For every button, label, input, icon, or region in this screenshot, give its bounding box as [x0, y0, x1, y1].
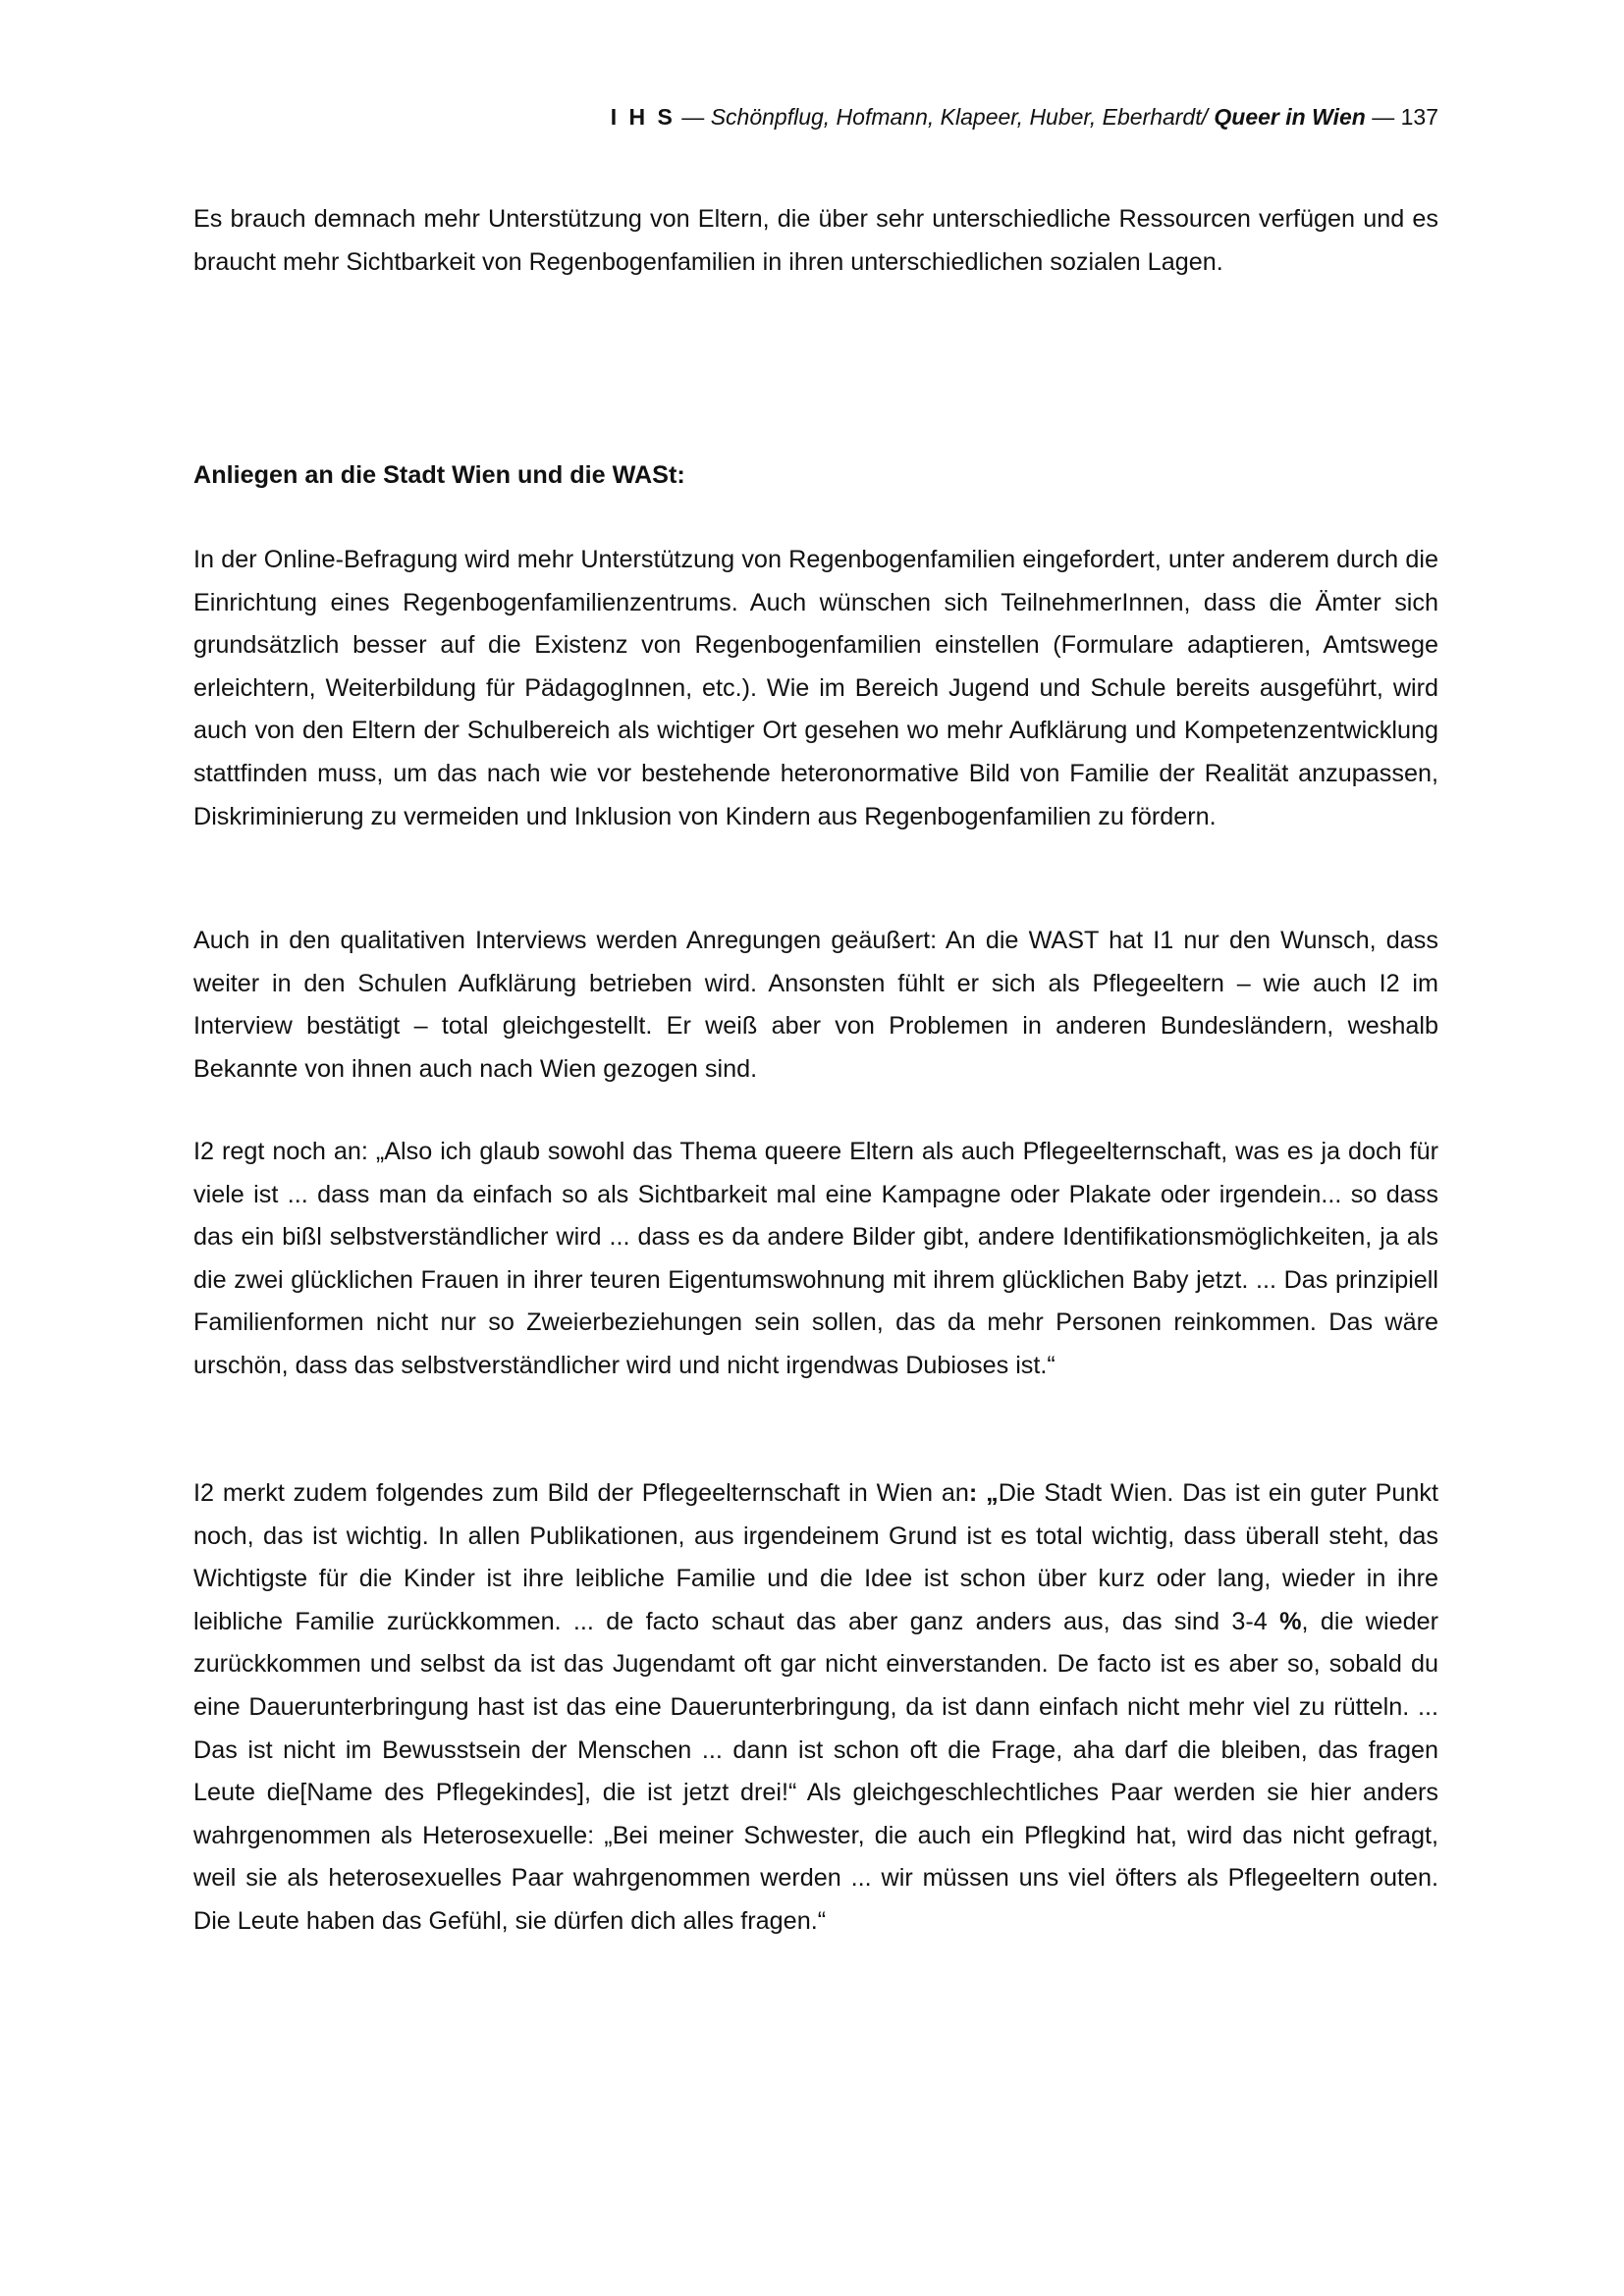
paragraph-intro [193, 198, 1438, 284]
header-authors: Schönpflug, Hofmann, Klapeer, Huber, Eberhardt/ [710, 104, 1215, 130]
paragraph-text: I2 regt noch an: „Also ich glaub sowohl das Thema queere Eltern als auch Pflegeelternschaft, was es ja doch für viele ist ... dass man da einfach so als Sichtbarkeit mal eine Kampagne oder Plakate oder irgendein... so dass das ein bißl selbstverständlicher wird ... dass es da andere Bilder gibt, andere Identifikationsmöglichkeiten, ja als die zwei glücklichen Frauen in ihrer teuren Eigentumswohnung mit ihrem glücklichen Baby jetzt. ... Das prinzipiell Familienformen nicht nur so Zweierbeziehungen sein sollen, das da mehr Personen reinkommen. Das wäre urschön, dass das selbstverständlicher wird und nicht irgendwas Dubioses ist.“ [193, 1138, 1438, 1379]
paragraph-i2-quote [193, 1131, 1438, 1388]
paragraph-online-survey [193, 539, 1438, 838]
paragraph-text [193, 1472, 1438, 1944]
paragraph-qualitative-interviews [193, 920, 1438, 1091]
header-separator: — [675, 104, 711, 130]
quote-open-bold: : „ [968, 1479, 999, 1507]
header-title: Queer in Wien [1214, 104, 1366, 130]
page-number: 137 [1400, 104, 1438, 130]
running-header [611, 102, 1438, 132]
paragraph-i2-foster-parenting [193, 1472, 1438, 1944]
quote-text-b: , die wieder zurückkommen und selbst da ist das Jugendamt oft gar nicht einverstanden. De facto ist es aber so, sobald du eine Dauerunterbringung hast ist das eine Dauerunterbringung, da ist dann einfach nicht mehr viel zu rütteln. ... Das ist nicht im Bewusstsein der Menschen ... dann ist schon oft die Frage, aha darf die bleiben, das fragen Leute die[Name des Pflegekindes], die ist jetzt drei!“ Als gleichgeschlechtliches Paar werden sie hier anders wahrgenommen als Heterosexuelle: „Bei meiner Schwester, die auch ein Pflegkind hat, wird das nicht gefragt, weil sie als heterosexuelles Paar wahrgenommen werden ... wir müssen uns viel öfters als Pflegeeltern outen. Die Leute haben das Gefühl, sie dürfen dich alles fragen.“ [193, 1607, 1439, 1935]
paragraph-lead: I2 merkt zudem folgendes zum Bild der Pflegeelternschaft in Wien an [193, 1479, 969, 1507]
quote-text-a: Die Stadt Wien. Das ist ein guter Punkt noch, das ist wichtig. In allen Publikationen, aus irgendeinem Grund ist es total wichtig, dass überall steht, das Wichtigste für die Kinder ist ihre leibliche Familie und die Idee ist schon über kurz oder lang, wieder in ihre leibliche Familie zurückkommen. ... de facto schaut das aber ganz anders aus, das sind 3-4 [193, 1479, 1438, 1635]
paragraph-text: In der Online-Befragung wird mehr Unterstützung von Regenbogenfamilien eingefordert, unter anderem durch die Einrichtung eines Regenbogenfamilienzentrums. Auch wünschen sich TeilnehmerInnen, dass die Ämter sich grundsätzlich besser auf die Existenz von Regenbogenfamilien einstellen (Formulare adaptieren, Amtswege erleichtern, Weiterbildung für PädagogInnen, etc.). Wie im Bereich Jugend und Schule bereits ausgeführt, wird auch von den Eltern der Schulbereich als wichtiger Ort gesehen wo mehr Aufklärung und Kompetenzentwicklung stattfinden muss, um das nach wie vor bestehende heteronormative Bild von Familie der Realität anzupassen, Diskriminierung zu vermeiden und Inklusion von Kindern aus Regenbogenfamilien zu fördern. [193, 546, 1438, 830]
percent-sign: % [1279, 1607, 1302, 1635]
header-separator: — [1365, 104, 1401, 130]
paragraph-text: Auch in den qualitativen Interviews werden Anregungen geäußert: An die WAST hat I1 nur den Wunsch, dass weiter in den Schulen Aufklärung betrieben wird. Ansonsten fühlt er sich als Pflegeeltern – wie auch I2 im Interview bestätigt – total gleichgestellt. Er weiß aber von Problemen in anderen Bundesländern, weshalb Bekannte von ihnen auch nach Wien gezogen sind. [193, 927, 1438, 1083]
header-org: I H S [610, 104, 676, 130]
paragraph-text: Es brauch demnach mehr Unterstützung von Eltern, die über sehr unterschiedliche Ressourcen verfügen und es braucht mehr Sichtbarkeit von Regenbogenfamilien in ihren unterschiedlichen sozialen Lagen. [193, 205, 1438, 276]
section-heading: Anliegen an die Stadt Wien und die WASt: [193, 461, 685, 489]
